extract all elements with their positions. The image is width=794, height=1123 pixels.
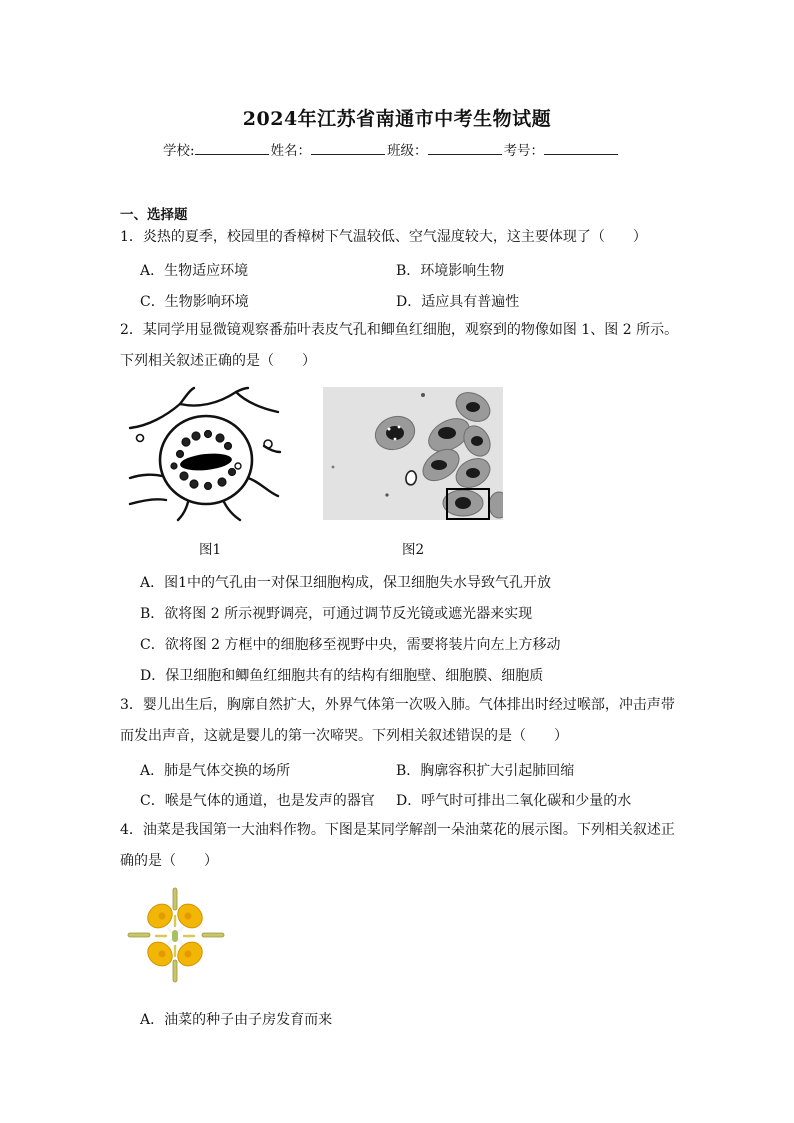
name-blank[interactable] (311, 142, 385, 155)
q3-option-b[interactable]: B．胸廓容积扩大引起肺回缩 (396, 763, 575, 779)
q1-option-a[interactable]: A．生物适应环境 (140, 263, 249, 279)
student-info-line (163, 139, 620, 159)
class-blank[interactable] (428, 142, 502, 155)
q2-option-d[interactable]: D．保卫细胞和鲫鱼红细胞共有的结构有细胞壁、细胞膜、细胞质 (140, 668, 544, 684)
question-2-stem-line1: 2．某同学用显微镜观察番茄叶表皮气孔和鲫鱼红细胞，观察到的物像如图 1、图 2 所示。 (120, 322, 679, 338)
school-label: 学校: (163, 143, 195, 159)
class-label: 班级： (387, 143, 428, 159)
exam-title: 2024年江苏省南通市中考生物试题 (242, 108, 552, 130)
id-label: 考号： (503, 143, 545, 159)
section-title: 一、选择题 (120, 207, 188, 223)
q3-option-d[interactable]: D．呼气时可排出二氧化碳和少量的水 (396, 793, 632, 809)
id-blank[interactable] (544, 142, 618, 155)
figure-2-red-blood-cells (323, 387, 503, 520)
figure-1-stomata-drawing (128, 386, 282, 522)
q2-option-b[interactable]: B．欲将图 2 所示视野调亮，可通过调节反光镜或遮光器来实现 (140, 606, 533, 622)
q1-option-d[interactable]: D．适应具有普遍性 (396, 294, 520, 310)
q2-option-c[interactable]: C．欲将图 2 方框中的细胞移至视野中央，需要将装片向左上方移动 (140, 637, 561, 653)
school-blank[interactable] (195, 142, 269, 155)
question-4-stem-line1: 4．油菜是我国第一大油料作物。下图是某同学解剖一朵油菜花的展示图。下列相关叙述正 (120, 822, 675, 838)
q2-option-a[interactable]: A．图1中的气孔由一对保卫细胞构成，保卫细胞失水导致气孔开放 (140, 575, 552, 591)
q4-option-a[interactable]: A．油菜的种子由子房发育而来 (140, 1012, 333, 1028)
figure-2-caption: 图2 (402, 542, 425, 558)
name-label: 姓名： (270, 143, 312, 159)
q1-option-b[interactable]: B．环境影响生物 (396, 263, 505, 279)
figure-1-caption: 图1 (199, 542, 222, 558)
question-2-stem-line2: 下列相关叙述正确的是（ ） (120, 353, 316, 369)
question-3-stem-line2: 而发出声音，这就是婴儿的第一次啼哭。下列相关叙述错误的是（ ） (120, 728, 568, 744)
question-1-stem: 1．炎热的夏季，校园里的香樟树下气温较低、空气湿度较大，这主要体现了（ ） (120, 229, 647, 245)
q3-option-a[interactable]: A．肺是气体交换的场所 (140, 763, 291, 779)
q1-option-c[interactable]: C．生物影响环境 (140, 294, 249, 310)
question-3-stem-line1: 3．婴儿出生后，胸廓自然扩大，外界气体第一次吸入肺。气体排出时经过喉部，冲击声带 (120, 697, 675, 713)
question-4-stem-line2: 确的是（ ） (120, 853, 218, 869)
rapeseed-flower-dissection (126, 886, 228, 984)
q3-option-c[interactable]: C．喉是气体的通道，也是发声的器官 (140, 793, 375, 809)
